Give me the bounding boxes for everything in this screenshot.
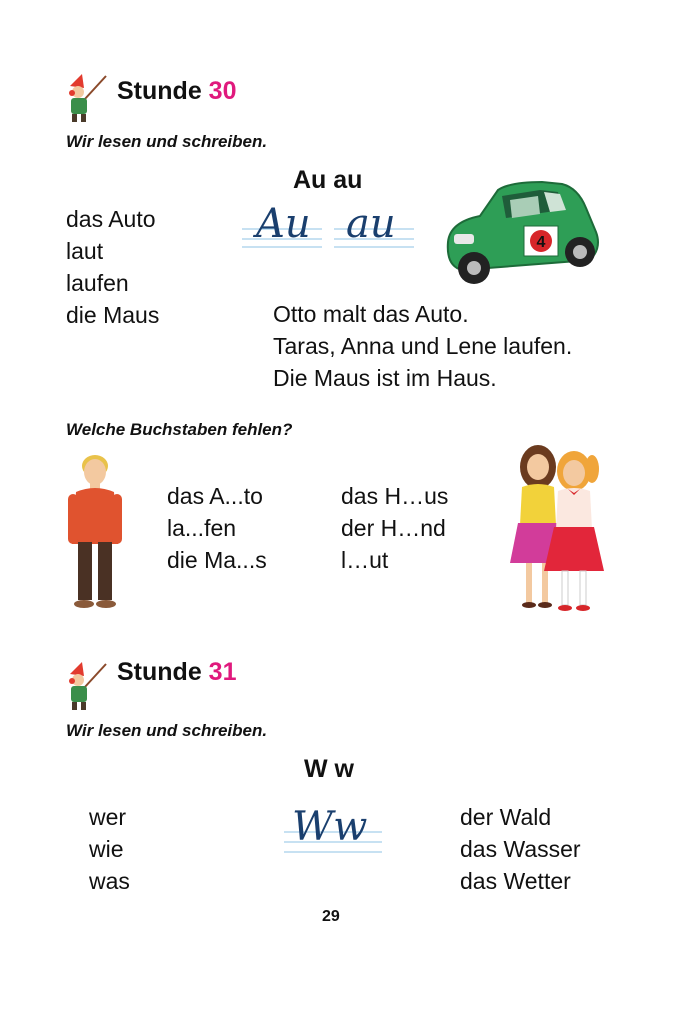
lesson-31-words-left (89, 801, 130, 897)
exercise-item: l…ut (341, 547, 389, 573)
script-letter-lower: au (346, 201, 396, 247)
lesson-31-words-right (460, 801, 581, 897)
two-girls-illustration (500, 445, 610, 617)
lesson-31-number: 31 (208, 658, 237, 686)
exercise-column-2 (341, 480, 448, 576)
word-item: der Wald (460, 804, 552, 830)
lesson-30-word-list (66, 203, 159, 331)
lesson-30-sentences (273, 298, 572, 394)
exercise-item: das A...to (167, 483, 263, 509)
exercise-column-1 (167, 480, 267, 576)
word-item: was (89, 868, 130, 894)
word-item: die Maus (66, 302, 160, 328)
word-item: laut (66, 238, 104, 264)
lesson-31-title: Stunde 31 (117, 658, 237, 686)
lesson-30-number: 30 (208, 77, 237, 105)
word-item: wer (89, 804, 127, 830)
lesson-30-instruction: Wir lesen und schreiben. (66, 132, 268, 151)
exercise-title: Welche Buchstaben fehlen? (66, 420, 293, 439)
exercise-item: das H…us (341, 483, 449, 509)
green-toy-car-image (440, 170, 605, 288)
sentence-item: Die Maus ist im Haus. (273, 365, 497, 391)
exercise-item: la...fen (167, 515, 237, 541)
word-item: laufen (66, 270, 129, 296)
car-number: 4 (536, 234, 546, 251)
boy-illustration (64, 452, 126, 612)
handwriting-sample-w (284, 804, 384, 860)
lesson-31-letters: W w (304, 755, 354, 783)
handwriting-sample-au (242, 201, 418, 255)
sentence-item: Otto malt das Auto. (273, 301, 469, 327)
word-item: das Wetter (460, 868, 571, 894)
word-item: das Auto (66, 206, 156, 232)
lesson-31-instruction: Wir lesen und schreiben. (66, 721, 268, 740)
script-letter-upper: Au (256, 201, 311, 247)
script-letters-ww: Ww (292, 804, 368, 850)
word-item: wie (89, 836, 124, 862)
teacher-gnome-icon (62, 72, 108, 124)
sentence-item: Taras, Anna und Lene laufen. (273, 333, 573, 359)
lesson-30-title: Stunde 30 (117, 77, 237, 105)
teacher-gnome-icon (62, 660, 108, 712)
lesson-30-letters: Au au (293, 166, 363, 194)
word-item: das Wasser (460, 836, 581, 862)
exercise-item: die Ma...s (167, 547, 267, 573)
page-number: 29 (322, 908, 340, 925)
exercise-item: der H…nd (341, 515, 446, 541)
